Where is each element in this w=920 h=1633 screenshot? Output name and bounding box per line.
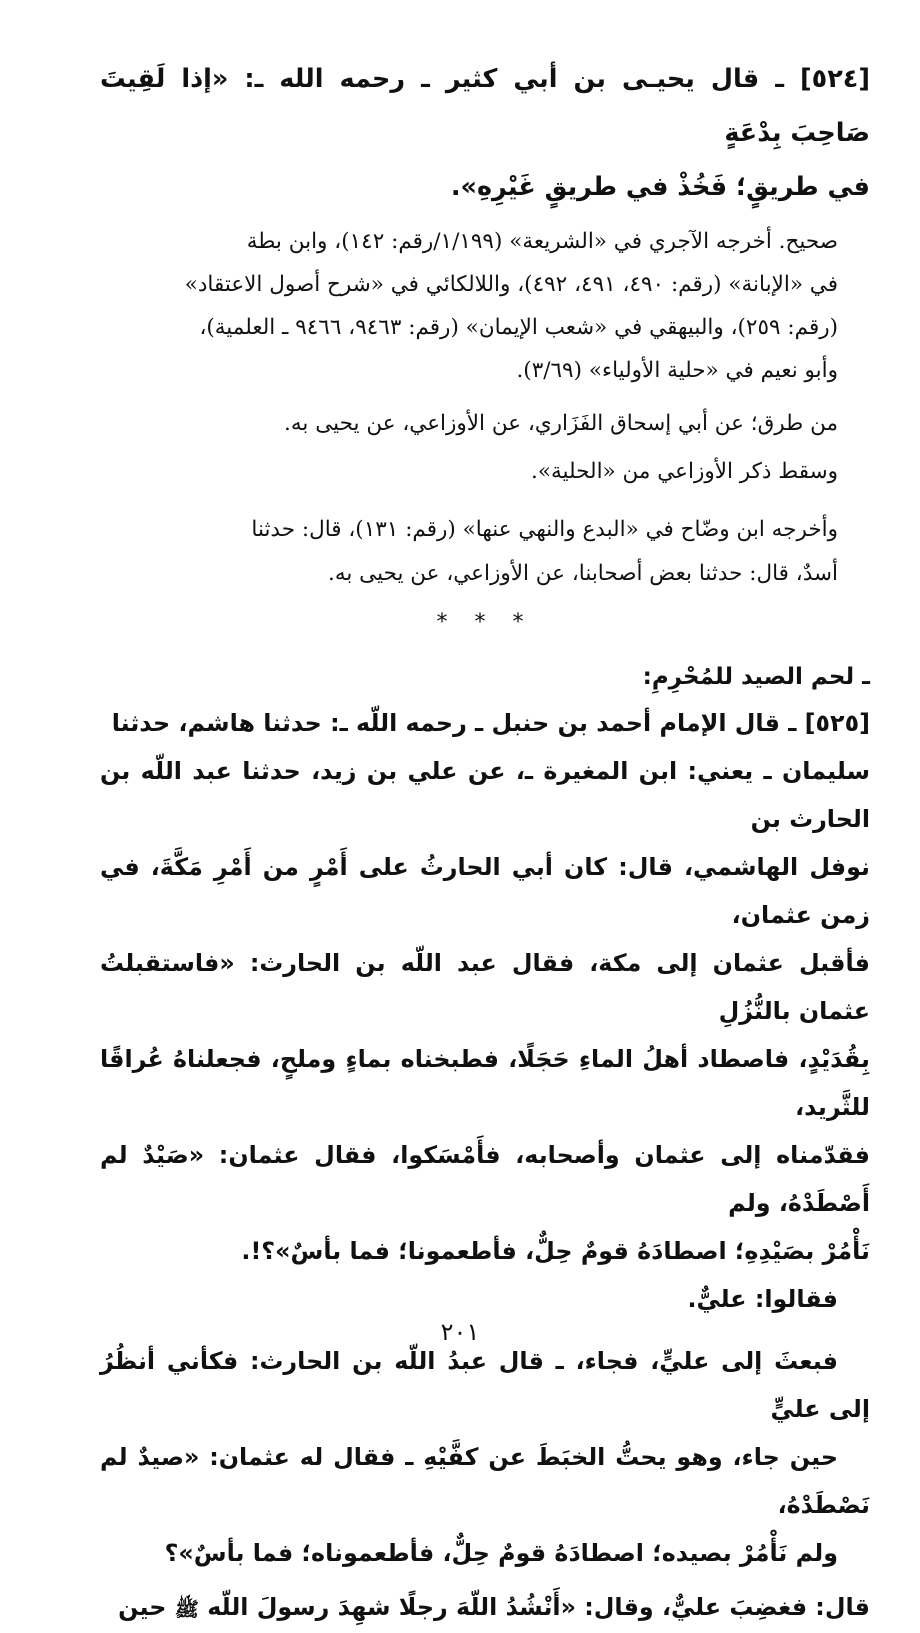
- page-number: ٢٠١: [440, 1318, 480, 1346]
- takhrij-line: وأبو نعيم في «حلية الأولياء» (٣/٦٩).: [516, 358, 838, 383]
- hadith-525-line: بِقُدَيْدٍ، فاصطاد أهلُ الماءِ حَجَلًا، فطبخناه بماءٍ وملحٍ، فجعلناهُ عُراقًا للثَّريد،: [100, 1045, 870, 1121]
- hadith-525-answer: فقالوا: عليٌّ.: [687, 1285, 838, 1313]
- hadith-524-line: في طريقٍ؛ فَخُذْ في طريقٍ غَيْرِهِ».: [450, 172, 870, 202]
- hadith-525-line: سليمان ـ يعني: ابن المغيرة ـ، عن علي بن زيد، حدثنا عبد اللّه بن الحارث بن: [100, 757, 870, 833]
- note-ibn-waddah-line: أسدٌ، قال: حدثنا بعض أصحابنا، عن الأوزاعي، عن يحيى به.: [328, 561, 838, 586]
- last-line-text-end: حين: [118, 1593, 167, 1621]
- section-heading: ـ لحم الصيد للمُحْرِمِ:: [642, 664, 870, 690]
- takhrij-524: [100, 220, 870, 392]
- hadith-524: [100, 52, 870, 214]
- hadith-525-line: فقدّمناه إلى عثمان وأصحابه، فأَمْسَكوا، فقال عثمان: «صَيْدٌ لم أَصْطَدْهُ، ولم: [100, 1141, 870, 1217]
- hadith-525-cont-line: ولم نَأْمُرْ بصيده؛ اصطادَهُ قومٌ حِلٌّ، فأطعموناه؛ فما بأسٌ»؟: [164, 1539, 838, 1567]
- hadith-525-line: نَأْمُرْ بصَيْدِهِ؛ اصطادَهُ قومٌ حِلٌّ، فأطعمونا؛ فما بأسٌ»؟!.: [241, 1237, 870, 1265]
- hadith-524-line: [٥٢٤] ـ قال يحيـى بن أبي كثير ـ رحمه الله ـ: «إذا لَقِيتَ صَاحِبَ بِدْعَةٍ: [100, 64, 870, 148]
- note-ibn-waddah: [100, 508, 870, 596]
- salawat-glyph: ﷺ: [174, 1596, 199, 1621]
- hadith-525-line: [٥٢٥] ـ قال الإمام أحمد بن حنبل ـ رحمه اللّه ـ: حدثنا هاشم، حدثنا: [111, 709, 870, 737]
- hadith-525-line: نوفل الهاشمي، قال: كان أبي الحارثُ على أَمْرٍ من أَمْرِ مَكَّةَ، في زمن عثمان،: [100, 853, 870, 929]
- note-hilya: وسقط ذكر الأوزاعي من «الحلية».: [531, 459, 838, 484]
- hadith-525-continuation: [100, 1337, 870, 1577]
- section-divider: * * *: [436, 610, 534, 635]
- hadith-525: [100, 699, 870, 1275]
- last-line-text: قال: فغضِبَ عليٌّ، وقال: «أَنْشُدُ اللّهَ رجلًا شهِدَ رسولَ اللّه: [207, 1593, 870, 1621]
- hadith-525-cont-line: فبعثَ إلى عليٍّ، فجاء، ـ قال عبدُ اللّه بن الحارث: فكأني أنظُرُ إلى عليٍّ: [100, 1347, 870, 1423]
- hadith-525-line: فأقبل عثمان إلى مكة، فقال عبد اللّه بن الحارث: «فاستقبلتُ عثمان بالنُّزُلِ: [100, 949, 870, 1025]
- hadith-525-cont-line: حين جاء، وهو يحتُّ الخبَطَ عن كفَّيْهِ ـ فقال له عثمان: «صيدٌ لم نَصْطَدْهُ،: [100, 1443, 870, 1519]
- takhrij-line: (رقم: ٢٥٩)، والبيهقي في «شعب الإيمان» (رقم: ٩٤٦٣، ٩٤٦٦ ـ العلمية)،: [199, 315, 838, 340]
- note-turuq: من طرق؛ عن أبي إسحاق الفَزَاري، عن الأوزاعي، عن يحيى به.: [284, 411, 838, 436]
- takhrij-line: صحيح. أخرجه الآجري في «الشريعة» (١/١٩٩/رقم: ١٤٢)، وابن بطة: [246, 229, 838, 254]
- hadith-525-last-line: [100, 1583, 870, 1633]
- takhrij-line: في «الإبانة» (رقم: ٤٩٠، ٤٩١، ٤٩٢)، واللالكائي في «شرح أصول الاعتقاد»: [184, 272, 838, 297]
- note-ibn-waddah-line: وأخرجه ابن وضّاح في «البدع والنهي عنها» (رقم: ١٣١)، قال: حدثنا: [251, 517, 838, 542]
